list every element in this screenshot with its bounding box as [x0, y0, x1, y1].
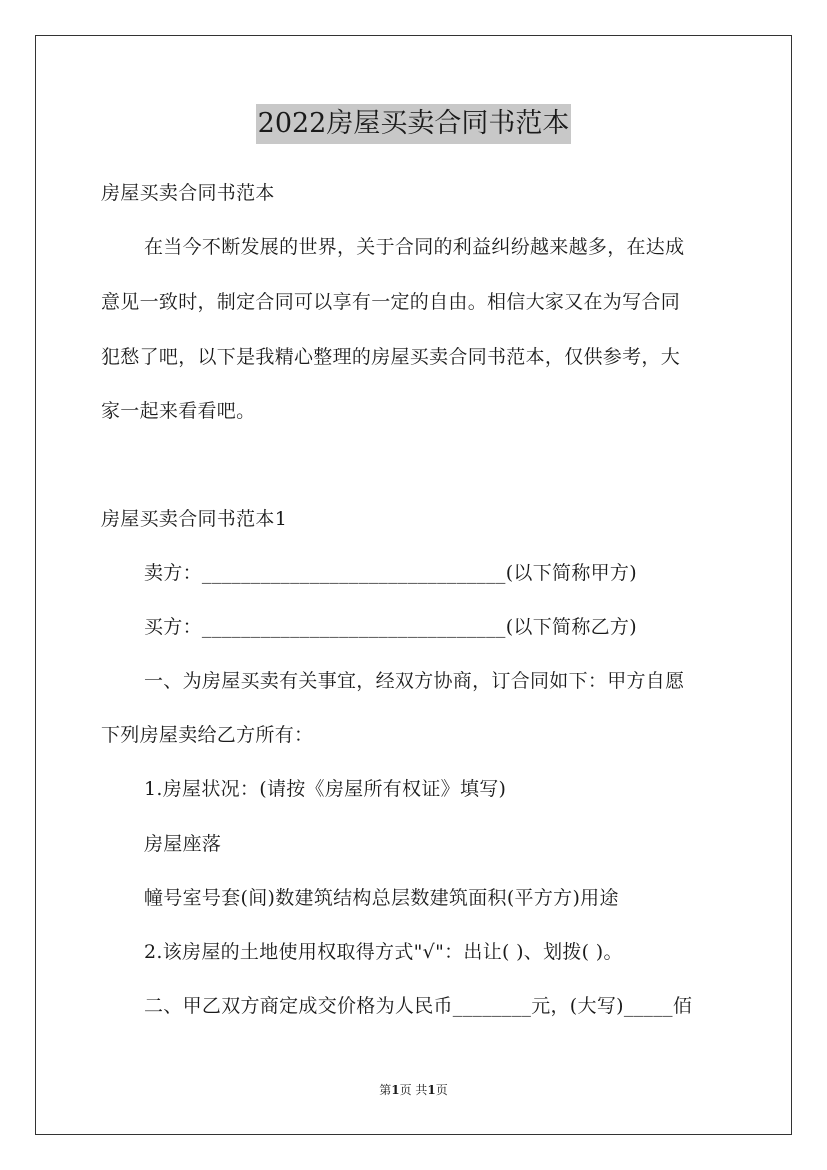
document-title-wrap: [0, 104, 827, 144]
buyer-line: 买方：_______________________________(以下简称乙方): [144, 616, 637, 638]
clause-line: 房屋座落: [144, 833, 222, 855]
seller-line: 卖方：_______________________________(以下简称甲方): [144, 562, 637, 584]
paragraph-line: 家一起来看看吧。: [101, 400, 256, 422]
paragraph-line: 在当今不断发展的世界，关于合同的利益纠纷越来越多，在达成: [144, 236, 685, 258]
clause-line: 一、为房屋买卖有关事宜，经双方协商，订合同如下：甲方自愿: [144, 670, 685, 692]
clause-line: 二、甲乙双方商定成交价格为人民币________元，(大写)_____佰: [144, 995, 693, 1017]
footer-total-pages: 1: [427, 1083, 436, 1097]
clause-line: 2.该房屋的土地使用权取得方式"√"：出让( )、划拨( )。: [144, 941, 623, 963]
footer-suffix: 页: [435, 1083, 448, 1097]
footer-middle: 页 共: [399, 1083, 428, 1097]
clause-line: 幢号室号套(间)数建筑结构总层数建筑面积(平方方)用途: [144, 887, 619, 909]
paragraph-line: 犯愁了吧，以下是我精心整理的房屋买卖合同书范本，仅供参考，大: [101, 346, 681, 368]
paragraph-line: 意见一致时，制定合同可以享有一定的自由。相信大家又在为写合同: [101, 291, 681, 313]
clause-line: 下列房屋卖给乙方所有：: [101, 724, 314, 746]
section-heading: 房屋买卖合同书范本1: [101, 508, 288, 530]
page-footer: [0, 1082, 827, 1098]
heading-line: 房屋买卖合同书范本: [101, 182, 275, 204]
clause-line: 1.房屋状况：(请按《房屋所有权证》填写): [144, 778, 507, 800]
footer-page-number: 1: [391, 1083, 400, 1097]
document-title: 2022房屋买卖合同书范本: [256, 104, 572, 144]
footer-prefix: 第: [379, 1083, 392, 1097]
